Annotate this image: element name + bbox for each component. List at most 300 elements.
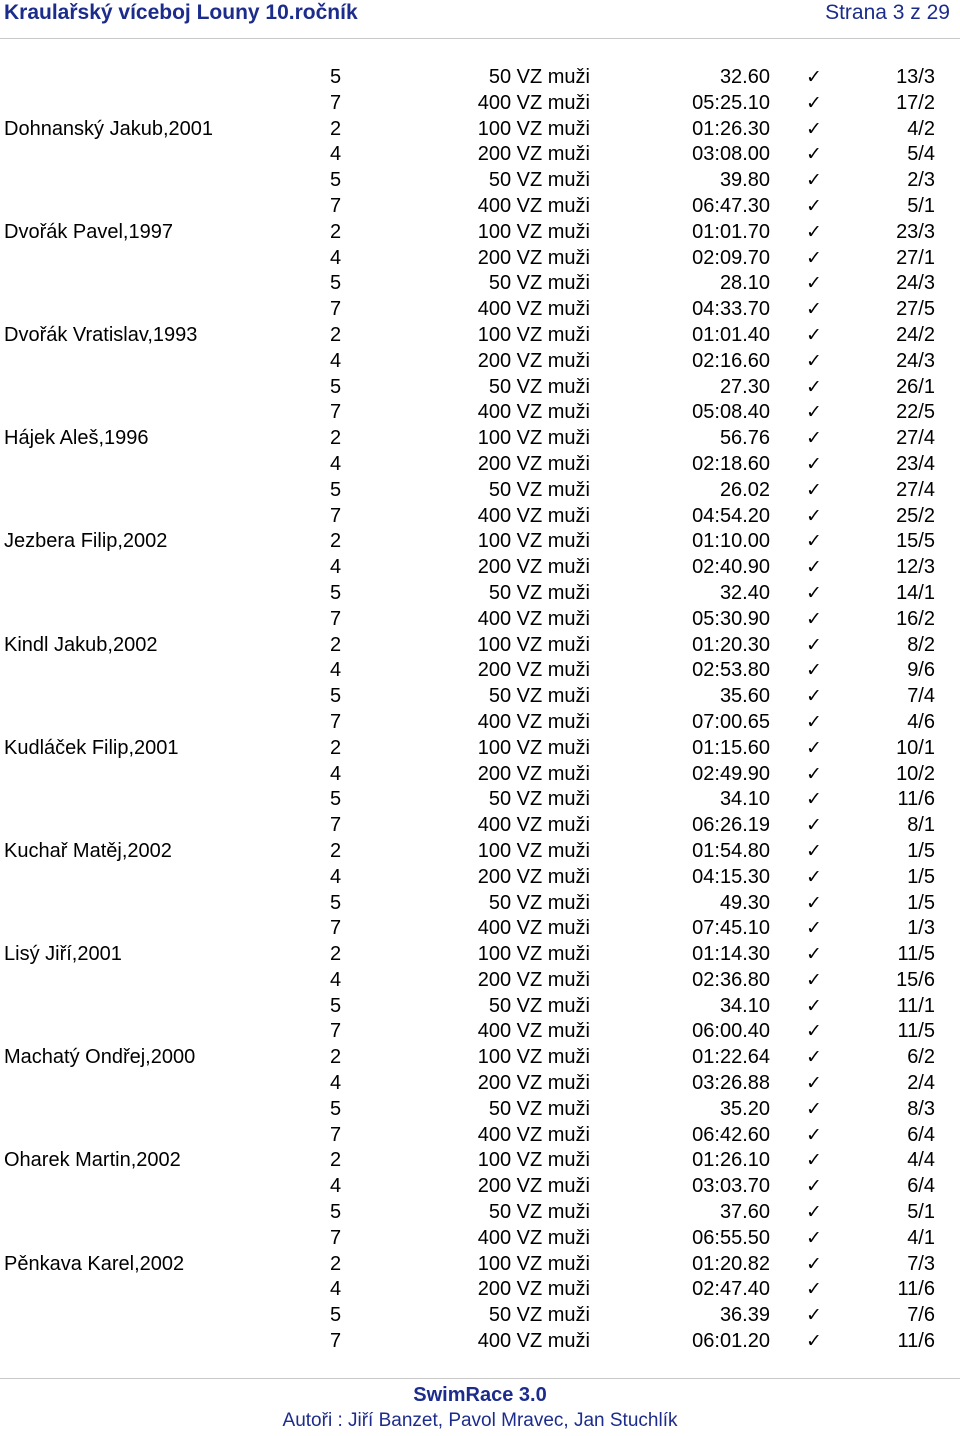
check-icon: ✓ — [806, 891, 822, 914]
event-number: 2 — [330, 323, 342, 346]
result-time: 06:00.40 — [692, 1020, 770, 1043]
placement: 24/2 — [896, 323, 935, 346]
event-number: 7 — [330, 1020, 342, 1043]
event-name: 50 VZ muži — [488, 169, 590, 192]
swimmer-name: Kudláček Filip,2001 — [4, 736, 179, 759]
event-number: 5 — [330, 1304, 342, 1327]
table-row — [0, 1019, 960, 1045]
placement: 24/3 — [896, 349, 935, 372]
table-row — [0, 220, 960, 246]
event-name: 50 VZ muži — [488, 1304, 590, 1327]
table-row — [0, 942, 960, 968]
result-time: 32.60 — [719, 66, 770, 88]
check-icon: ✓ — [806, 504, 822, 527]
event-name: 200 VZ muži — [477, 1278, 590, 1301]
event-name: 100 VZ muži — [477, 427, 590, 450]
event-name: 50 VZ muži — [488, 994, 590, 1017]
swimmer-name: Hájek Aleš,1996 — [4, 427, 149, 450]
event-name: 400 VZ muži — [477, 710, 590, 733]
page-title: Kraulařský víceboj Louny 10.ročník — [4, 1, 358, 24]
result-time: 05:08.40 — [692, 401, 770, 424]
swimmer-name: Kuchař Matěj,2002 — [4, 839, 172, 862]
table-row — [0, 478, 960, 504]
swimmer-name: Dvořák Vratislav,1993 — [4, 323, 198, 346]
placement: 4/1 — [907, 1226, 935, 1249]
event-name: 50 VZ muži — [488, 1097, 590, 1120]
event-name: 200 VZ muži — [477, 865, 590, 888]
event-name: 100 VZ muži — [477, 1252, 590, 1275]
swimmer-name: Dohnanský Jakub,2001 — [4, 117, 214, 140]
table-row — [0, 142, 960, 168]
table-row — [0, 891, 960, 917]
result-time: 32.40 — [719, 581, 770, 604]
event-number: 5 — [330, 1097, 342, 1120]
result-time: 02:40.90 — [692, 556, 770, 579]
page-number: Strana 3 z 29 — [825, 1, 950, 24]
placement: 1/5 — [907, 865, 935, 888]
placement: 11/1 — [897, 994, 935, 1017]
event-number: 7 — [330, 1123, 342, 1146]
placement: 10/1 — [896, 736, 935, 759]
event-name: 200 VZ muži — [477, 762, 590, 785]
result-time: 04:15.30 — [692, 865, 770, 888]
event-name: 200 VZ muži — [477, 143, 590, 166]
event-name: 400 VZ muži — [477, 1020, 590, 1043]
check-icon: ✓ — [806, 814, 822, 837]
event-number: 7 — [330, 1330, 342, 1353]
check-icon: ✓ — [806, 1330, 822, 1353]
table-row — [0, 916, 960, 942]
result-time: 03:26.88 — [692, 1072, 770, 1095]
result-time: 06:47.30 — [692, 194, 770, 217]
table-row — [0, 684, 960, 710]
check-icon: ✓ — [806, 1020, 822, 1043]
event-number: 5 — [330, 478, 342, 501]
check-icon: ✓ — [806, 66, 822, 88]
check-icon: ✓ — [806, 530, 822, 553]
placement: 6/4 — [907, 1175, 935, 1198]
check-icon: ✓ — [806, 427, 822, 450]
placement: 10/2 — [896, 762, 935, 785]
event-name: 200 VZ muži — [477, 968, 590, 991]
event-number: 4 — [330, 865, 342, 888]
event-number: 4 — [330, 556, 342, 579]
check-icon: ✓ — [806, 246, 822, 269]
placement: 27/1 — [896, 246, 935, 269]
placement: 8/1 — [907, 814, 935, 837]
event-name: 50 VZ muži — [488, 685, 590, 708]
event-name: 100 VZ muži — [477, 530, 590, 553]
result-time: 56.76 — [719, 427, 770, 450]
event-number: 5 — [330, 375, 342, 398]
check-icon: ✓ — [806, 1175, 822, 1198]
event-number: 5 — [330, 1201, 342, 1224]
swimmer-name: Dvořák Pavel,1997 — [4, 220, 173, 243]
table-row — [0, 1277, 960, 1303]
event-number: 5 — [330, 788, 342, 811]
event-name: 100 VZ muži — [477, 1046, 590, 1069]
result-time: 01:26.30 — [692, 117, 770, 140]
event-number: 7 — [330, 814, 342, 837]
result-time: 06:55.50 — [692, 1226, 770, 1249]
placement: 27/4 — [896, 427, 935, 450]
result-time: 02:47.40 — [692, 1278, 770, 1301]
result-time: 07:00.65 — [692, 710, 770, 733]
placement: 13/3 — [896, 66, 935, 88]
placement: 14/1 — [896, 581, 935, 604]
event-name: 200 VZ muži — [477, 452, 590, 475]
check-icon: ✓ — [806, 1149, 822, 1172]
result-time: 01:22.64 — [692, 1046, 770, 1069]
event-name: 400 VZ muži — [477, 194, 590, 217]
placement: 16/2 — [896, 607, 935, 630]
table-row — [0, 246, 960, 272]
table-row — [0, 529, 960, 555]
event-name: 200 VZ muži — [477, 659, 590, 682]
placement: 27/4 — [896, 478, 935, 501]
event-number: 4 — [330, 143, 342, 166]
event-name: 400 VZ muži — [477, 1123, 590, 1146]
placement: 11/5 — [897, 1020, 935, 1043]
check-icon: ✓ — [806, 943, 822, 966]
result-time: 04:33.70 — [692, 298, 770, 321]
placement: 15/6 — [896, 968, 935, 991]
table-row — [0, 968, 960, 994]
check-icon: ✓ — [806, 581, 822, 604]
result-time: 01:20.82 — [692, 1252, 770, 1275]
event-number: 4 — [330, 1175, 342, 1198]
event-name: 100 VZ muži — [477, 839, 590, 862]
result-time: 35.20 — [719, 1097, 770, 1120]
result-time: 26.02 — [719, 478, 770, 501]
event-name: 200 VZ muži — [477, 556, 590, 579]
result-time: 01:54.80 — [692, 839, 770, 862]
header-divider — [0, 38, 960, 39]
event-number: 4 — [330, 1278, 342, 1301]
table-row — [0, 839, 960, 865]
placement: 23/3 — [896, 220, 935, 243]
event-number: 7 — [330, 194, 342, 217]
event-name: 400 VZ muži — [477, 91, 590, 114]
table-row — [0, 813, 960, 839]
table-row — [0, 194, 960, 220]
check-icon: ✓ — [806, 375, 822, 398]
result-time: 05:30.90 — [692, 607, 770, 630]
event-name: 100 VZ muži — [477, 943, 590, 966]
table-row — [0, 736, 960, 762]
check-icon: ✓ — [806, 1278, 822, 1301]
event-name: 100 VZ muži — [477, 117, 590, 140]
check-icon: ✓ — [806, 143, 822, 166]
table-row — [0, 452, 960, 478]
check-icon: ✓ — [806, 1097, 822, 1120]
event-name: 200 VZ muži — [477, 349, 590, 372]
check-icon: ✓ — [806, 994, 822, 1017]
check-icon: ✓ — [806, 1201, 822, 1224]
table-row — [0, 1148, 960, 1174]
event-name: 100 VZ muži — [477, 220, 590, 243]
table-row — [0, 581, 960, 607]
table-row — [0, 1097, 960, 1123]
table-row — [0, 504, 960, 530]
check-icon: ✓ — [806, 117, 822, 140]
check-icon: ✓ — [806, 194, 822, 217]
table-row — [0, 117, 960, 143]
event-name: 400 VZ muži — [477, 401, 590, 424]
placement: 8/2 — [907, 633, 935, 656]
result-time: 37.60 — [719, 1201, 770, 1224]
table-row — [0, 426, 960, 452]
event-name: 50 VZ muži — [488, 272, 590, 295]
table-row — [0, 1071, 960, 1097]
check-icon: ✓ — [806, 839, 822, 862]
placement: 6/4 — [907, 1123, 935, 1146]
event-name: 400 VZ muži — [477, 607, 590, 630]
event-number: 4 — [330, 452, 342, 475]
event-number: 5 — [330, 891, 342, 914]
placement: 15/5 — [896, 530, 935, 553]
check-icon: ✓ — [806, 788, 822, 811]
event-number: 7 — [330, 917, 342, 940]
event-number: 2 — [330, 220, 342, 243]
table-row — [0, 555, 960, 581]
event-number: 7 — [330, 710, 342, 733]
result-time: 02:16.60 — [692, 349, 770, 372]
table-row — [0, 349, 960, 375]
placement: 24/3 — [896, 272, 935, 295]
event-name: 50 VZ muži — [488, 66, 590, 88]
placement: 22/5 — [896, 401, 935, 424]
placement: 4/2 — [907, 117, 935, 140]
result-time: 28.10 — [719, 272, 770, 295]
table-row — [0, 994, 960, 1020]
placement: 4/6 — [907, 710, 935, 733]
event-name: 50 VZ muži — [488, 478, 590, 501]
check-icon: ✓ — [806, 298, 822, 321]
event-number: 4 — [330, 762, 342, 785]
check-icon: ✓ — [806, 736, 822, 759]
check-icon: ✓ — [806, 1304, 822, 1327]
table-row — [0, 323, 960, 349]
placement: 2/4 — [907, 1072, 935, 1095]
event-number: 7 — [330, 607, 342, 630]
placement: 5/4 — [907, 143, 935, 166]
event-number: 5 — [330, 994, 342, 1017]
table-row — [0, 168, 960, 194]
result-time: 34.10 — [719, 994, 770, 1017]
event-number: 7 — [330, 401, 342, 424]
placement: 11/6 — [897, 788, 935, 811]
placement: 6/2 — [907, 1046, 935, 1069]
result-time: 06:01.20 — [692, 1330, 770, 1353]
result-time: 02:36.80 — [692, 968, 770, 991]
event-name: 200 VZ muži — [477, 1072, 590, 1095]
swimmer-name: Kindl Jakub,2002 — [4, 633, 158, 656]
table-row — [0, 658, 960, 684]
event-number: 7 — [330, 91, 342, 114]
placement: 23/4 — [896, 452, 935, 475]
result-time: 04:54.20 — [692, 504, 770, 527]
placement: 5/1 — [907, 194, 935, 217]
check-icon: ✓ — [806, 556, 822, 579]
placement: 1/5 — [907, 839, 935, 862]
check-icon: ✓ — [806, 272, 822, 295]
event-number: 7 — [330, 504, 342, 527]
event-number: 5 — [330, 66, 342, 88]
check-icon: ✓ — [806, 607, 822, 630]
event-number: 4 — [330, 968, 342, 991]
event-number: 4 — [330, 246, 342, 269]
table-row — [0, 607, 960, 633]
result-time: 02:09.70 — [692, 246, 770, 269]
footer-brand: SwimRace 3.0 — [413, 1384, 547, 1406]
swimmer-name: Pěnkava Karel,2002 — [4, 1252, 185, 1275]
table-row — [0, 865, 960, 891]
placement: 7/6 — [907, 1304, 935, 1327]
result-time: 01:14.30 — [692, 943, 770, 966]
event-number: 4 — [330, 1072, 342, 1095]
check-icon: ✓ — [806, 169, 822, 192]
placement: 17/2 — [896, 91, 935, 114]
check-icon: ✓ — [806, 1252, 822, 1275]
event-number: 4 — [330, 659, 342, 682]
result-time: 49.30 — [719, 891, 770, 914]
table-row — [0, 762, 960, 788]
check-icon: ✓ — [806, 968, 822, 991]
event-name: 100 VZ muži — [477, 736, 590, 759]
check-icon: ✓ — [806, 659, 822, 682]
placement: 7/3 — [907, 1252, 935, 1275]
event-name: 400 VZ muži — [477, 917, 590, 940]
placement: 4/4 — [907, 1149, 935, 1172]
table-row — [0, 1303, 960, 1329]
table-row — [0, 710, 960, 736]
table-row — [0, 91, 960, 117]
event-number: 2 — [330, 530, 342, 553]
event-name: 50 VZ muži — [488, 581, 590, 604]
footer-divider — [0, 1378, 960, 1379]
event-number: 2 — [330, 117, 342, 140]
table-row — [0, 375, 960, 401]
event-name: 100 VZ muži — [477, 633, 590, 656]
result-time: 03:08.00 — [692, 143, 770, 166]
result-time: 01:26.10 — [692, 1149, 770, 1172]
event-number: 7 — [330, 1226, 342, 1249]
event-name: 100 VZ muži — [477, 323, 590, 346]
result-time: 06:42.60 — [692, 1123, 770, 1146]
event-name: 50 VZ muži — [488, 375, 590, 398]
result-time: 36.39 — [719, 1304, 770, 1327]
result-time: 06:26.19 — [692, 814, 770, 837]
placement: 25/2 — [896, 504, 935, 527]
check-icon: ✓ — [806, 1123, 822, 1146]
check-icon: ✓ — [806, 452, 822, 475]
event-number: 2 — [330, 943, 342, 966]
event-number: 2 — [330, 427, 342, 450]
check-icon: ✓ — [806, 685, 822, 708]
swimmer-name: Lisý Jiří,2001 — [4, 943, 122, 966]
event-name: 400 VZ muži — [477, 298, 590, 321]
swimmer-name: Jezbera Filip,2002 — [4, 530, 168, 553]
event-name: 200 VZ muži — [477, 1175, 590, 1198]
result-time: 27.30 — [719, 375, 770, 398]
event-number: 4 — [330, 349, 342, 372]
event-number: 5 — [330, 685, 342, 708]
result-time: 07:45.10 — [692, 917, 770, 940]
event-name: 400 VZ muži — [477, 814, 590, 837]
check-icon: ✓ — [806, 220, 822, 243]
result-time: 35.60 — [719, 685, 770, 708]
table-row — [0, 1174, 960, 1200]
placement: 1/3 — [907, 917, 935, 940]
check-icon: ✓ — [806, 865, 822, 888]
check-icon: ✓ — [806, 633, 822, 656]
placement: 7/4 — [907, 685, 935, 708]
placement: 9/6 — [907, 659, 935, 682]
result-time: 05:25.10 — [692, 91, 770, 114]
result-time: 01:20.30 — [692, 633, 770, 656]
placement: 26/1 — [896, 375, 935, 398]
check-icon: ✓ — [806, 323, 822, 346]
footer-authors: Autoři : Jiří Banzet, Pavol Mravec, Jan Stuchlík — [282, 1410, 678, 1431]
table-row — [0, 1045, 960, 1071]
event-name: 50 VZ muži — [488, 788, 590, 811]
placement: 11/6 — [897, 1278, 935, 1301]
event-number: 2 — [330, 1252, 342, 1275]
placement: 12/3 — [896, 556, 935, 579]
event-name: 50 VZ muži — [488, 1201, 590, 1224]
check-icon: ✓ — [806, 1046, 822, 1069]
event-name: 50 VZ muži — [488, 891, 590, 914]
result-time: 01:01.40 — [692, 323, 770, 346]
result-time: 39.80 — [719, 169, 770, 192]
table-row — [0, 1252, 960, 1278]
placement: 2/3 — [907, 169, 935, 192]
result-time: 02:49.90 — [692, 762, 770, 785]
table-row — [0, 271, 960, 297]
event-name: 200 VZ muži — [477, 246, 590, 269]
results-table — [0, 65, 960, 1355]
event-number: 2 — [330, 1046, 342, 1069]
swimmer-name: Machatý Ondřej,2000 — [4, 1046, 196, 1069]
event-name: 400 VZ muži — [477, 504, 590, 527]
table-row — [0, 1200, 960, 1226]
event-number: 5 — [330, 581, 342, 604]
placement: 1/5 — [907, 891, 935, 914]
table-row — [0, 1329, 960, 1355]
result-time: 01:15.60 — [692, 736, 770, 759]
check-icon: ✓ — [806, 1226, 822, 1249]
check-icon: ✓ — [806, 710, 822, 733]
placement: 5/1 — [907, 1201, 935, 1224]
event-name: 400 VZ muži — [477, 1330, 590, 1353]
event-number: 5 — [330, 169, 342, 192]
table-row — [0, 65, 960, 91]
check-icon: ✓ — [806, 478, 822, 501]
check-icon: ✓ — [806, 1072, 822, 1095]
check-icon: ✓ — [806, 91, 822, 114]
event-number: 7 — [330, 298, 342, 321]
check-icon: ✓ — [806, 917, 822, 940]
event-number: 5 — [330, 272, 342, 295]
table-row — [0, 297, 960, 323]
table-row — [0, 1123, 960, 1149]
result-time: 01:10.00 — [692, 530, 770, 553]
result-time: 01:01.70 — [692, 220, 770, 243]
check-icon: ✓ — [806, 401, 822, 424]
table-row — [0, 633, 960, 659]
table-row — [0, 787, 960, 813]
